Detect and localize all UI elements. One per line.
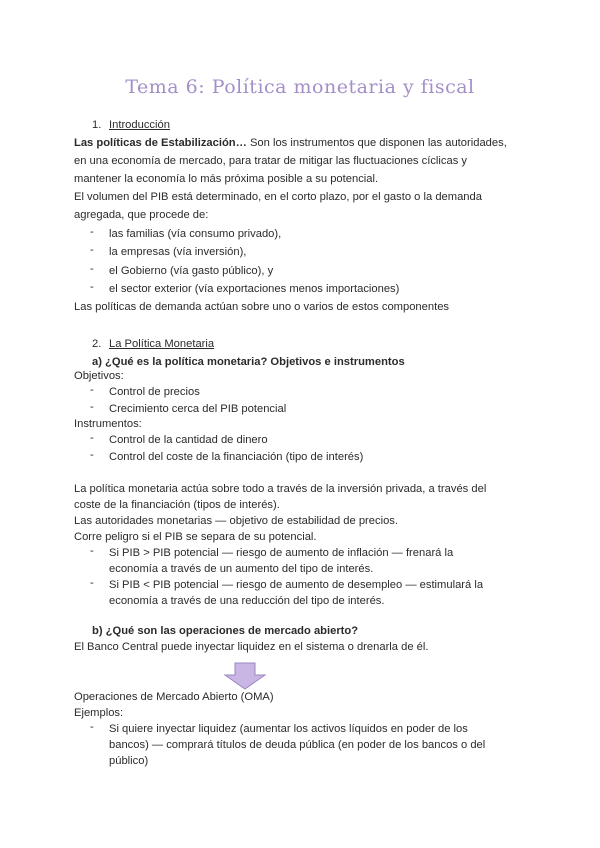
section-1-number: 1. [92, 119, 102, 131]
paragraph-text: Son los instrumentos que disponen las autoridades, [246, 137, 507, 149]
oma-title: Operaciones de Mercado Abierto (OMA) [74, 691, 274, 703]
paragraph-peligro: Corre peligro si el PIB se separa de su potencial. [74, 531, 317, 543]
objetivo-item: Control de precios [109, 386, 200, 398]
paragraph-pib-line1: El volumen del PIB está determinado, en el corto plazo, por el gasto o la demanda [74, 191, 482, 203]
bullet-dash: - [90, 721, 94, 733]
list-item: la empresas (vía inversión), [109, 246, 247, 258]
subsection-b-text: b) ¿Qué son las operaciones de mercado abierto? [92, 625, 359, 637]
case-1-line2: economía a través de un aumento del tipo de interés. [109, 563, 374, 575]
bold-term: Las políticas de Estabilización… [74, 137, 247, 149]
paragraph-closing: Las políticas de demanda actúan sobre uno o varios de estos componentes [74, 301, 450, 313]
down-arrow-icon [223, 662, 267, 690]
section-2-number: 2. [92, 338, 102, 350]
paragraph-estabilizacion-line3: mantener la economía lo más próxima posible a su potencial. [74, 173, 379, 185]
page-title: Tema 6: Política monetaria y fiscal [125, 76, 475, 98]
paragraph-politica-line2: coste de la financiación (tipos de interés). [74, 499, 280, 511]
bullet-dash: - [90, 577, 94, 589]
list-item: el sector exterior (vía exportaciones menos importaciones) [109, 283, 400, 295]
bullet-dash: - [90, 545, 94, 557]
case-1-line1: Si PIB > PIB potencial — riesgo de aumento de inflación — frenará la [109, 547, 454, 559]
paragraph-pib-line2: agregada, que procede de: [74, 209, 209, 221]
ejemplos-label: Ejemplos: [74, 707, 124, 719]
paragraph-estabilizacion-line1 [74, 135, 507, 151]
paragraph-banco-central: El Banco Central puede inyectar liquidez en el sistema o drenarla de él. [74, 641, 429, 653]
objetivos-label: Objetivos: [74, 370, 124, 382]
bullet-dash: - [90, 263, 94, 275]
paragraph-autoridades: Las autoridades monetarias — objetivo de estabilidad de precios. [74, 515, 399, 527]
example-line2: bancos) — comprará títulos de deuda pública (en poder de los bancos o del [109, 739, 486, 751]
subsection-a-text: a) ¿Qué es la política monetaria? Objetivos e instrumentos [92, 356, 405, 368]
case-2-line1: Si PIB < PIB potencial — riesgo de aumento de desempleo — estimulará la [109, 579, 484, 591]
subsection-a-heading [92, 354, 405, 370]
bullet-dash: - [90, 226, 94, 238]
paragraph-politica-line1: La política monetaria actúa sobre todo a través de la inversión privada, a través del [74, 483, 487, 495]
bullet-dash: - [90, 244, 94, 256]
bullet-dash: - [90, 384, 94, 396]
instrumentos-label: Instrumentos: [74, 418, 142, 430]
bullet-dash: - [90, 401, 94, 413]
example-line3: público) [109, 755, 149, 767]
section-1-heading: Introducción [109, 119, 170, 131]
paragraph-estabilizacion-line2: en una economía de mercado, para tratar de mitigar las fluctuaciones cíclicas y [74, 155, 468, 167]
case-2-line2: economía a través de una reducción del tipo de interés. [109, 595, 385, 607]
list-item: el Gobierno (vía gasto público), y [109, 265, 274, 277]
instrumento-item: Control de la cantidad de dinero [109, 434, 268, 446]
bullet-dash: - [90, 281, 94, 293]
section-2-heading: La Política Monetaria [109, 338, 215, 350]
objetivo-item: Crecimiento cerca del PIB potencial [109, 403, 287, 415]
bullet-dash: - [90, 432, 94, 444]
instrumento-item: Control del coste de la financiación (tipo de interés) [109, 451, 364, 463]
list-item: las familias (vía consumo privado), [109, 228, 282, 240]
bullet-dash: - [90, 449, 94, 461]
subsection-b-heading [92, 623, 358, 639]
example-line1: Si quiere inyectar liquidez (aumentar los activos líquidos en poder de los [109, 723, 468, 735]
